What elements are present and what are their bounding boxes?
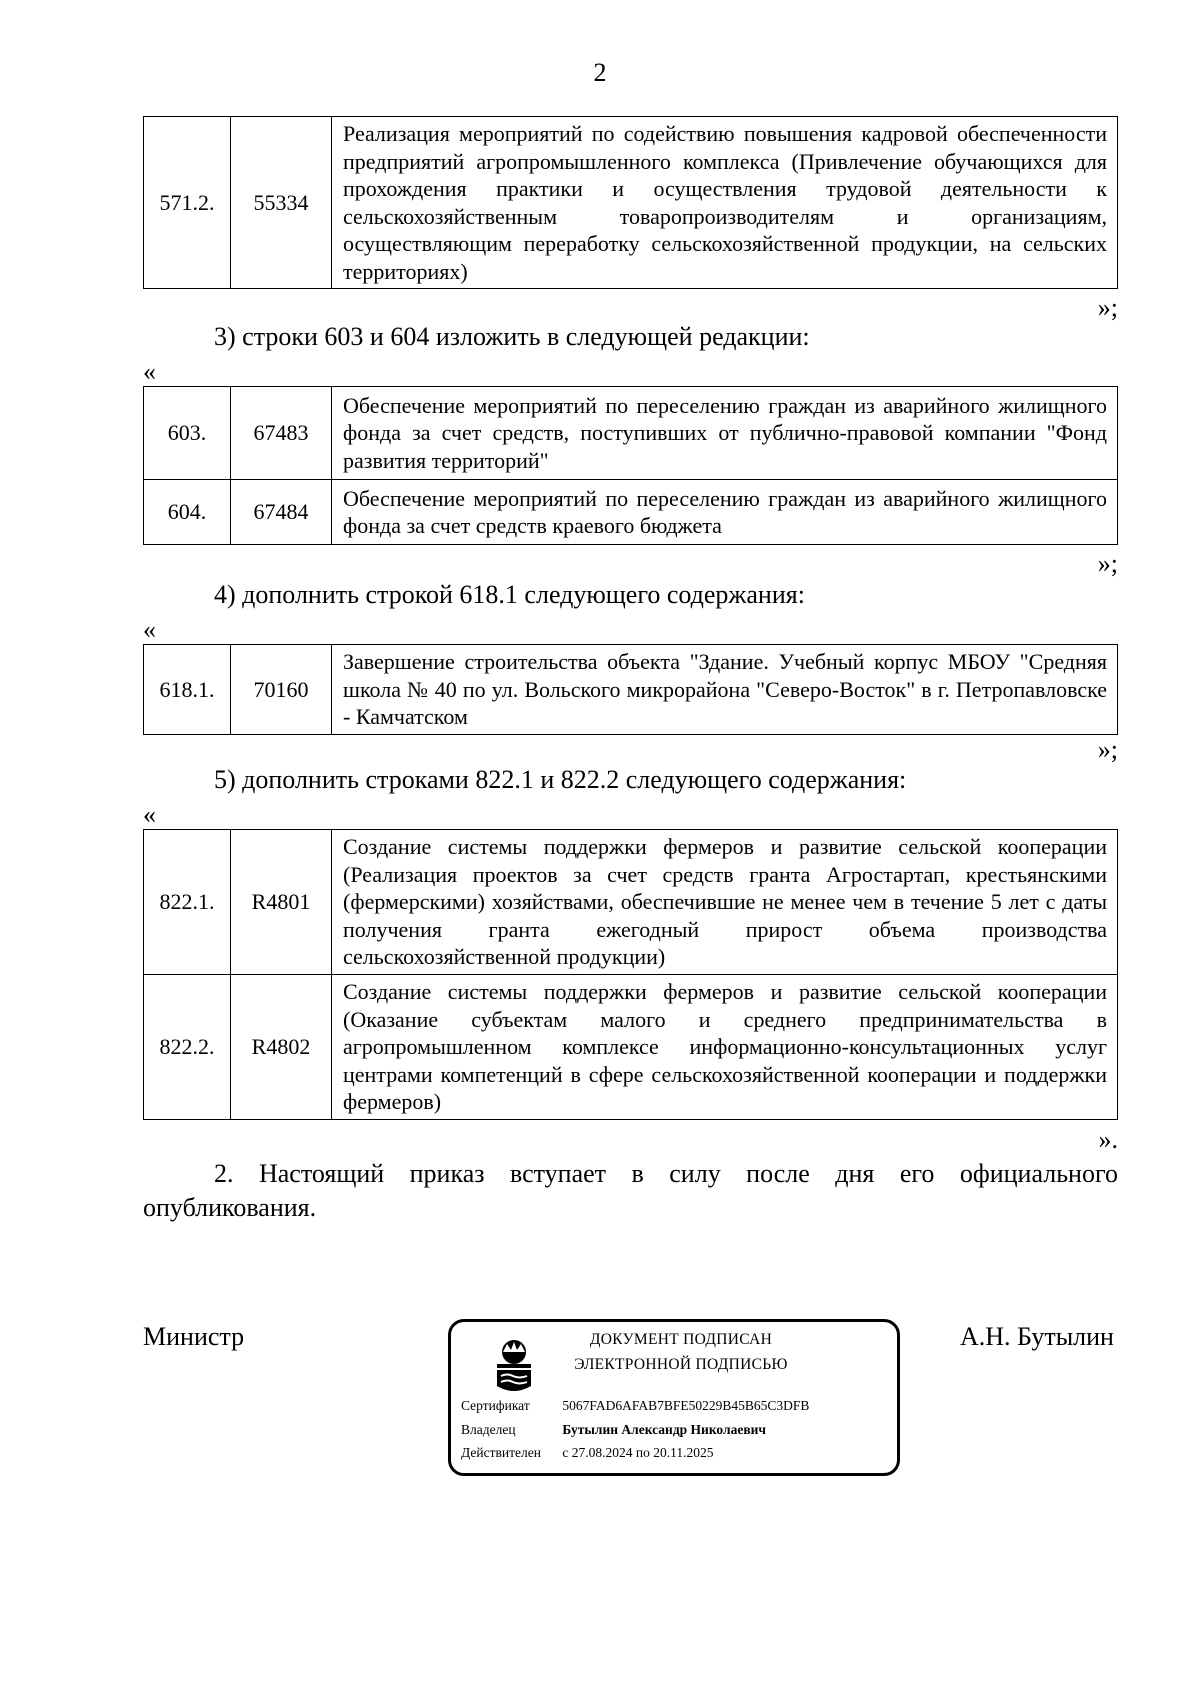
item-5-heading: 5) дополнить строками 822.1 и 822.2 следующего содержания:	[214, 765, 907, 794]
coat-of-arms-icon	[493, 1338, 535, 1396]
row-code: 67484	[231, 480, 332, 545]
stamp-validity-row	[461, 1445, 713, 1461]
item-3-heading: 3) строки 603 и 604 изложить в следующей редакции:	[214, 322, 810, 351]
stamp-owner-label: Владелец	[461, 1422, 516, 1437]
closing-quote: »;	[1097, 549, 1118, 578]
row-number: 618.1.	[144, 645, 231, 735]
stamp-certificate-label: Сертификат	[461, 1398, 530, 1413]
row-description: Реализация мероприятий по содействию повышения кадровой обеспеченности предприятий агропромышленного комплекса (Привлечение обучающихся для прохождения практики и осуществления трудовой деятельности к сельскохозяйственным товаропроизводителям и организациям, осуществляющим переработку сельскохозяйственной продукции, на сельских территориях)	[332, 117, 1118, 289]
table-571-2	[143, 116, 1118, 289]
row-code: R4801	[231, 830, 332, 975]
row-description: Обеспечение мероприятий по переселению граждан из аварийного жилищного фонда за счет средств, поступивших от публично-правовой компании "Фонд развития территорий"	[332, 387, 1118, 480]
opening-quote: «	[143, 615, 156, 644]
row-number: 822.1.	[144, 830, 231, 975]
row-number: 603.	[144, 387, 231, 480]
row-number: 571.2.	[144, 117, 231, 289]
stamp-owner-value: Бутылин Александр Николаевич	[562, 1422, 766, 1437]
stamp-validity-value: с 27.08.2024 по 20.11.2025	[562, 1445, 714, 1460]
row-code: 70160	[231, 645, 332, 735]
signer-position: Министр	[143, 1322, 245, 1351]
closing-quote: »;	[1097, 735, 1118, 764]
table-618-1	[143, 644, 1118, 735]
row-description: Завершение строительства объекта "Здание. Учебный корпус МБОУ "Средняя школа № 40 по ул. Вольского микрорайона "Северо-Восток" в г. Петропавловске - Камчатском	[332, 645, 1118, 735]
stamp-title-line1: ДОКУМЕНТ ПОДПИСАН	[589, 1331, 773, 1348]
row-number: 604.	[144, 480, 231, 545]
page-number: 2	[593, 58, 607, 87]
signer-name: А.Н. Бутылин	[960, 1322, 1114, 1351]
stamp-title-line2: ЭЛЕКТРОННОЙ ПОДПИСЬЮ	[574, 1356, 788, 1373]
closing-quote: ».	[1098, 1125, 1118, 1154]
table-row	[144, 645, 1118, 735]
stamp-owner-row	[461, 1422, 766, 1438]
table-row	[144, 117, 1118, 289]
row-description: Создание системы поддержки фермеров и развитие сельской кооперации (Реализация проектов за счет средств гранта Агростартап, крестьянскими (фермерскими) хозяйствами, обеспечившие не менее чем в течение 5 лет с даты получения гранта ежегодный прирост объема производства сельскохозяйственной продукции)	[332, 830, 1118, 975]
electronic-signature-stamp	[448, 1319, 900, 1476]
stamp-certificate-value: 5067FAD6AFAB7BFE50229B45B65C3DFB	[562, 1398, 810, 1413]
row-code: 55334	[231, 117, 332, 289]
row-number: 822.2.	[144, 975, 231, 1120]
opening-quote: «	[143, 357, 156, 386]
closing-quote: »;	[1097, 293, 1118, 322]
row-code: R4802	[231, 975, 332, 1120]
opening-quote: «	[143, 800, 156, 829]
stamp-validity-label: Действителен	[461, 1445, 541, 1460]
table-822	[143, 829, 1118, 1120]
effective-date-paragraph: 2. Настоящий приказ вступает в силу после дня его официального опубликования.	[143, 1159, 1118, 1222]
row-description: Создание системы поддержки фермеров и развитие сельской кооперации (Оказание субъектам малого и среднего предпринимательства в агропромышленном комплексе информационно-консультационных услуг центрами компетенций в сфере сельскохозяйственной кооперации и поддержки фермеров)	[332, 975, 1118, 1120]
table-row	[144, 480, 1118, 545]
table-row	[144, 830, 1118, 975]
row-code: 67483	[231, 387, 332, 480]
stamp-certificate-row	[461, 1398, 809, 1414]
table-row	[144, 975, 1118, 1120]
item-4-heading: 4) дополнить строкой 618.1 следующего содержания:	[214, 580, 805, 609]
table-603-604	[143, 386, 1118, 545]
table-row	[144, 387, 1118, 480]
row-description: Обеспечение мероприятий по переселению граждан из аварийного жилищного фонда за счет средств краевого бюджета	[332, 480, 1118, 545]
